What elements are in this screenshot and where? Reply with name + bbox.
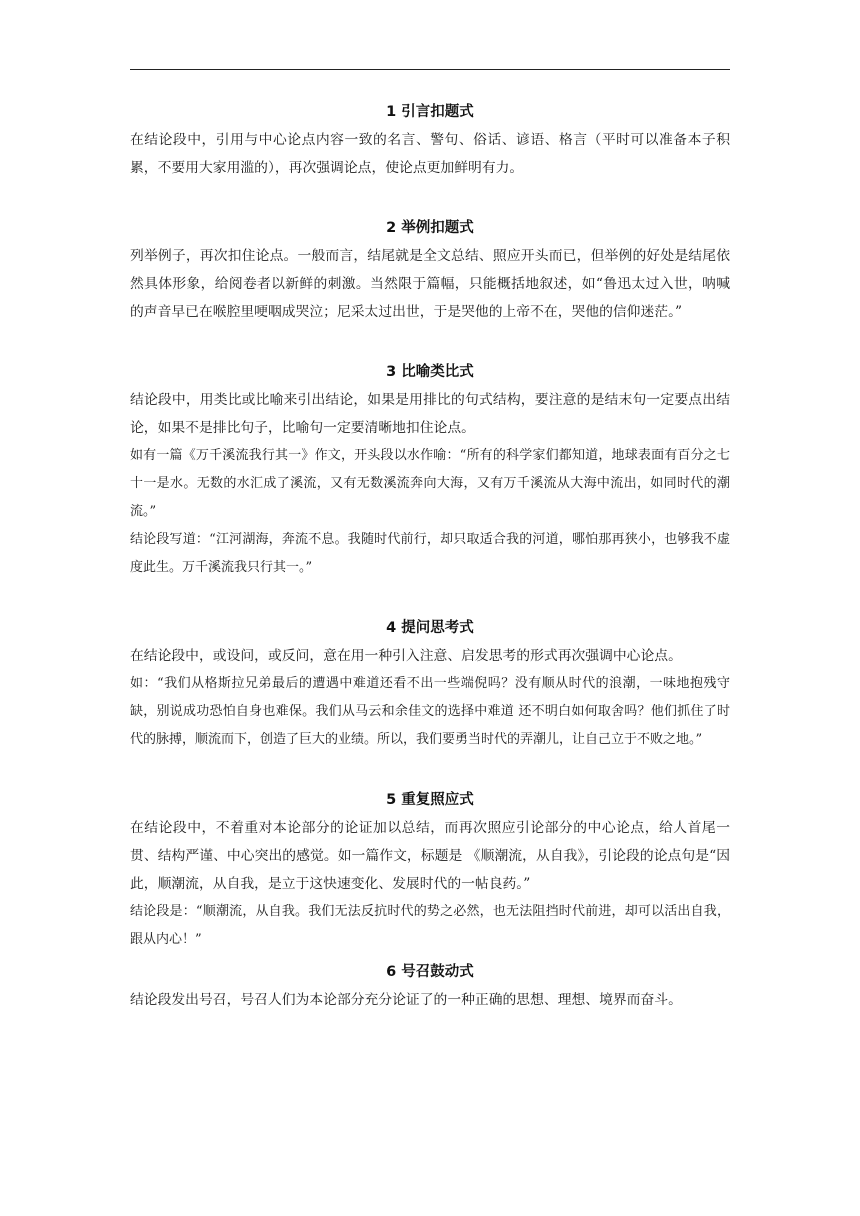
- section-paragraph: 列举例子，再次扣住论点。一般而言，结尾就是全文总结、照应开头而已，但举例的好处是结尾依然具体形象，给阅卷者以新鲜的刺激。当然限于篇幅，只能概括地叙述，如“鲁迅太过入世，呐喊的声音早已在喉腔里哽咽成哭泣；尼采太过出世，于是哭他的上帝不在，哭他的信仰迷茫。”: [130, 248, 730, 320]
- section-paragraph: 结论段中，用类比或比喻来引出结论，如果是用排比的句式结构，要注意的是结末句一定要点出结论，如果不是排比句子，比喻句一定要清晰地扣住论点。: [130, 392, 730, 436]
- example-quote: 如：“我们从格斯拉兄弟最后的遭遇中难道还看不出一些端倪吗？没有顺从时代的浪潮，一味地抱残守缺，别说成功恐怕自身也难保。我们从马云和余佳文的选择中难道 还不明白如何取舍吗？他们抓住了时代的脉搏，顺流而下，创造了巨大的业绩。所以，我们要勇当时代的弄潮儿，让自己立于不败之地。”: [130, 676, 730, 747]
- section-title: 2 举例扣题式: [386, 220, 474, 236]
- section-paragraph: 在结论段中，引用与中心论点内容一致的名言、警句、俗话、谚语、格言（平时可以准备本子积累，不要用大家用滥的），再次强调论点，使论点更加鲜明有力。: [130, 132, 730, 176]
- section-paragraph: 在结论段中，不着重对本论部分的论证加以总结，而再次照应引论部分的中心论点，给人首尾一贯、结构严谨、中心突出的感觉。如一篇作文，标题是 《顺潮流，从自我》，引论段的论点句是“因此，顺潮流，从自我，是立于这快速变化、发展时代的一帖良药。”: [130, 820, 730, 892]
- example-quote: 结论段是：“顺潮流，从自我。我们无法反抗时代的势之必然，也无法阻挡时代前进，却可以活出自我，跟从内心！”: [130, 904, 730, 947]
- example-quote: 结论段写道：“江河湖海，奔流不息。我随时代前行，却只取适合我的河道，哪怕那再狭小，也够我不虚度此生。万千溪流我只行其一。”: [130, 532, 730, 575]
- section-paragraph: 在结论段中，或设问，或反问，意在用一种引入注意、启发思考的形式再次强调中心论点。: [130, 648, 682, 664]
- section-title: 3 比喻类比式: [386, 364, 474, 380]
- document-body: [130, 98, 730, 1014]
- section-title: 6 号召鼓动式: [386, 964, 474, 980]
- example-quote: 如有一篇《万千溪流我行其一》作文，开头段以水作喻：“所有的科学家们都知道，地球表面有百分之七十一是水。无数的水汇成了溪流，又有无数溪流奔向大海，又有万千溪流从大海中流出，如同时代的潮流。”: [130, 448, 730, 519]
- section-title: 4 提问思考式: [386, 620, 474, 636]
- section-title: 1 引言扣题式: [386, 104, 474, 120]
- header-rule: [130, 69, 730, 70]
- section-paragraph: 结论段发出号召，号召人们为本论部分充分论证了的一种正确的思想、理想、境界而奋斗。: [130, 992, 682, 1008]
- section-title: 5 重复照应式: [386, 792, 474, 808]
